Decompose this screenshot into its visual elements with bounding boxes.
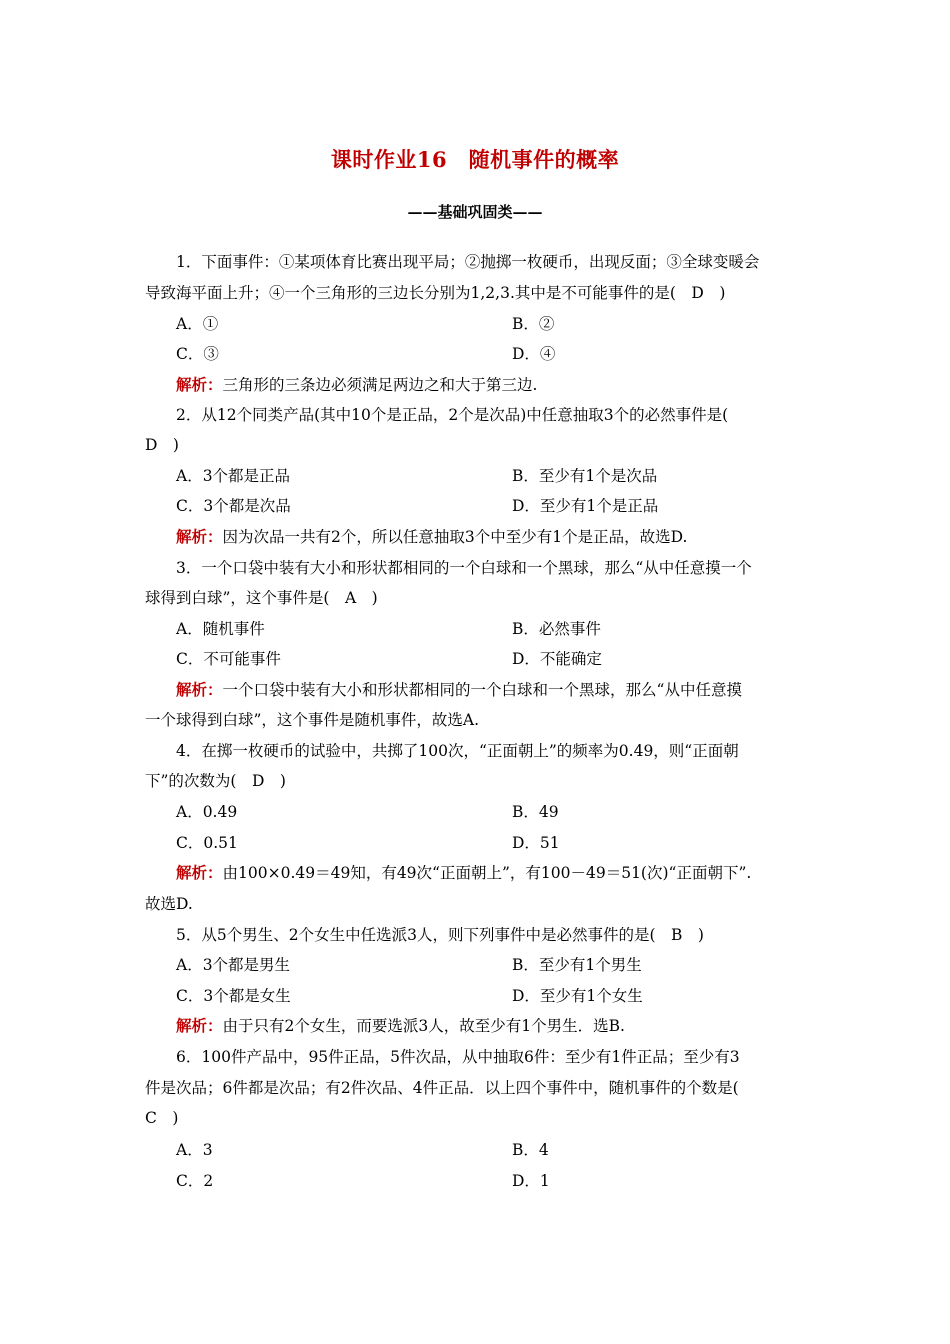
q4-explanation [176,863,751,883]
q4-stem-line2: 下”的次数为( D ) [145,772,286,790]
q5-explain-text: 由于只有2个女生，而要选派3人，故至少有1个男生．选B. [222,1017,625,1035]
q4-explain-text: 由100×0.49＝49知，有49次“正面朝上”，有100－49＝51(次)“正面朝下”. [222,864,752,882]
q6-option-a: A．3 [176,1141,213,1159]
q6-option-b: B．4 [512,1141,549,1159]
q6-stem-line1: 6．100件产品中，95件正品，5件次品，从中抽取6件：至少有1件正品；至少有3 [176,1048,740,1066]
q4-explain-line2: 故选D. [145,895,193,913]
q1-stem-line1: 1．下面事件：①某项体育比赛出现平局；②抛掷一枚硬币，出现反面；③全球变暖会 [176,253,760,271]
q2-explanation [176,527,687,547]
section-heading: ——基础巩固类—— [407,203,543,221]
q5-option-a: A．3个都是男生 [176,956,291,974]
q5-option-c: C．3个都是女生 [176,987,291,1005]
q1-explanation [176,375,537,395]
q6-stem-line2: 件是次品；6件都是次品；有2件次品、4件正品．以上四个事件中，随机事件的个数是( [145,1079,739,1097]
q4-option-c: C．0.51 [176,834,238,852]
q2-explain-text: 因为次品一共有2个，所以任意抽取3个中至少有1个是正品，故选D. [222,528,688,546]
q4-stem-line1: 4．在掷一枚硬币的试验中，共掷了100次，“正面朝上”的频率为0.49，则“正面朝 [176,742,739,760]
q1-explain-text: 三角形的三条边必须满足两边之和大于第三边. [222,376,538,394]
q3-explain-line2: 一个球得到白球”，这个事件是随机事件，故选A. [145,711,480,729]
q1-stem-line2: 导致海平面上升；④一个三角形的三边长分别为1,2,3.其中是不可能事件的是( D ) [145,284,726,302]
q3-option-a: A．随机事件 [176,620,265,638]
q4-option-d: D．51 [512,834,560,852]
q3-stem-line2: 球得到白球”，这个事件是( A ) [145,589,378,607]
q2-option-c: C．3个都是次品 [176,497,291,515]
q5-explanation [176,1016,625,1036]
q3-option-c: C．不可能事件 [176,650,281,668]
q5-option-d: D．至少有1个女生 [512,987,643,1005]
q6-option-d: D．1 [512,1172,550,1190]
page-title: 课时作业16 随机事件的概率 [330,147,620,172]
q3-explain-text: 一个口袋中装有大小和形状都相同的一个白球和一个黑球，那么“从中任意摸 [222,681,742,699]
q5-option-b: B．至少有1个男生 [512,956,642,974]
q5-stem-line1: 5．从5个男生、2个女生中任选派3人，则下列事件中是必然事件的是( B ) [176,926,704,944]
q3-explanation [176,680,742,700]
q2-option-d: D．至少有1个是正品 [512,497,659,515]
explain-label: 解析： [176,680,223,699]
q6-stem-line3: C ) [145,1109,179,1127]
q3-option-b: B．必然事件 [512,620,601,638]
q3-stem-line1: 3．一个口袋中装有大小和形状都相同的一个白球和一个黑球，那么“从中任意摸一个 [176,559,752,577]
explain-label: 解析： [176,375,223,394]
q2-stem-line1: 2．从12个同类产品(其中10个是正品，2个是次品)中任意抽取3个的必然事件是( [176,406,729,424]
q2-stem-line2: D ) [145,436,179,454]
q4-option-a: A．0.49 [176,803,238,821]
q6-option-c: C．2 [176,1172,214,1190]
q2-option-a: A．3个都是正品 [176,467,291,485]
q1-option-a: A．① [176,315,219,333]
q1-option-d: D．④ [512,345,556,363]
q2-option-b: B．至少有1个是次品 [512,467,658,485]
q1-option-c: C．③ [176,345,219,363]
q3-option-d: D．不能确定 [512,650,602,668]
explain-label: 解析： [176,1016,223,1035]
q1-option-b: B．② [512,315,555,333]
explain-label: 解析： [176,863,223,882]
explain-label: 解析： [176,527,223,546]
q4-option-b: B．49 [512,803,559,821]
